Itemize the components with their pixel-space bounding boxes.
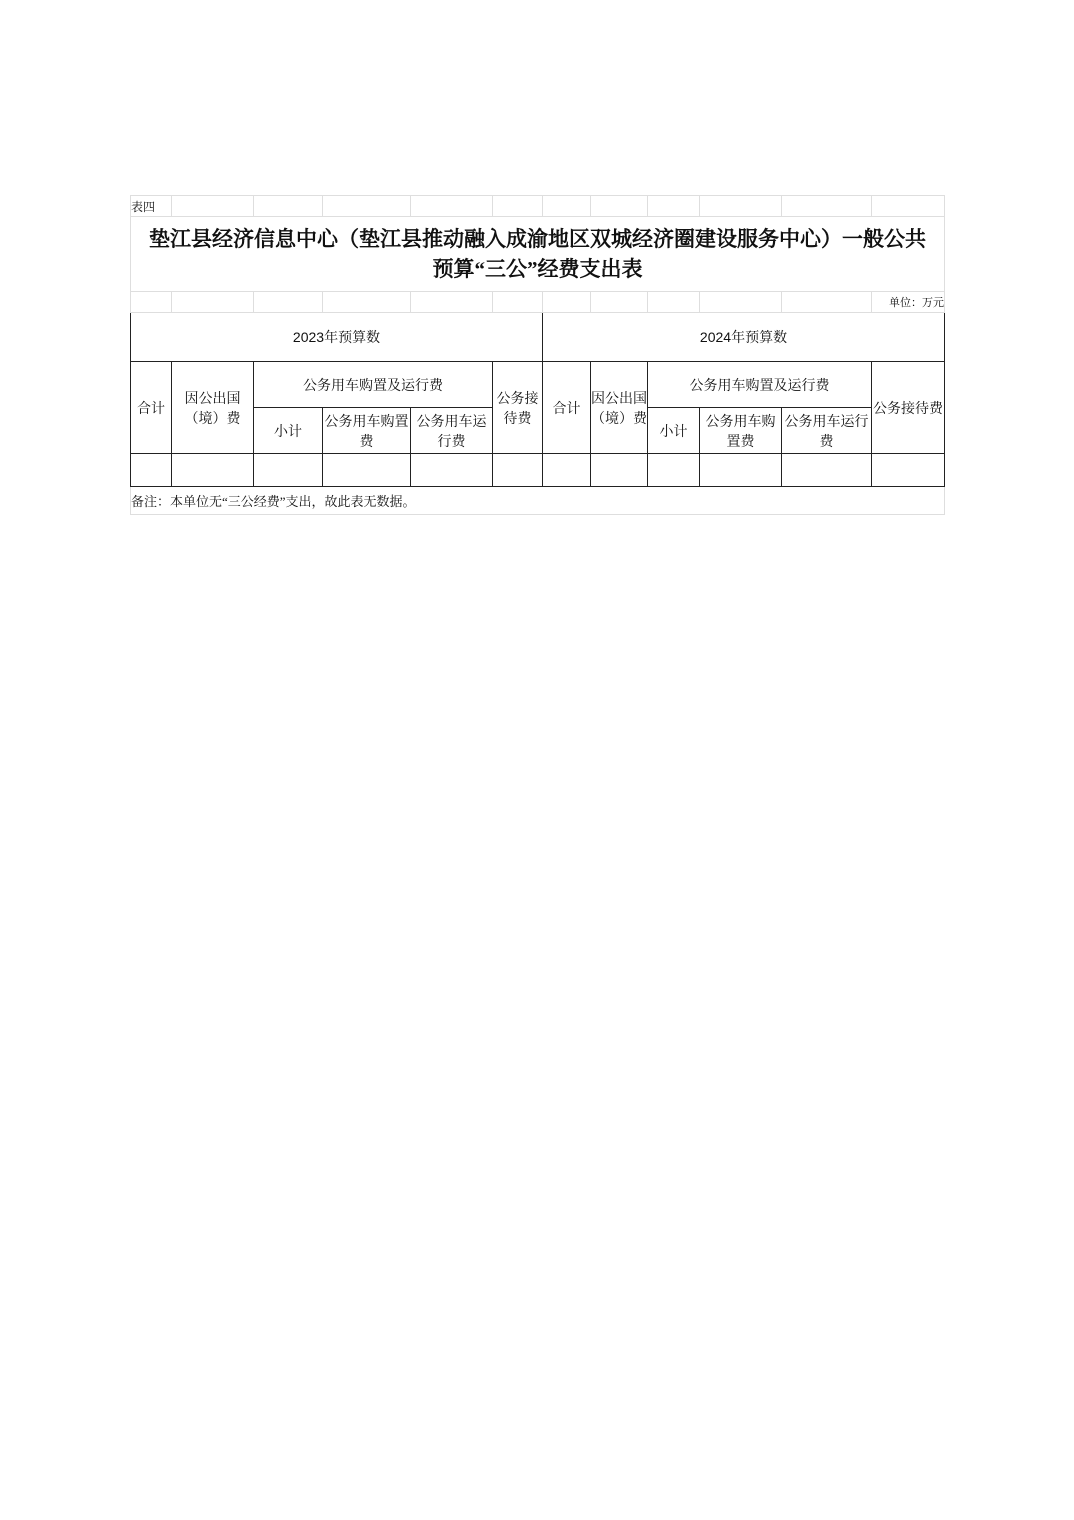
year-header-row xyxy=(131,313,945,362)
column-header-row-1 xyxy=(131,362,945,408)
col-vehicle-operation-2024: 公务用车运行费 xyxy=(782,408,872,454)
unit-label: 单位：万元 xyxy=(872,292,945,313)
col-subtotal-2023: 小计 xyxy=(254,408,323,454)
sheet-label: 表四 xyxy=(131,196,172,217)
title-line-1: 垫江县经济信息中心（垫江县推动融入成渝地区双城经济圈建设服务中心）一般公共 xyxy=(149,227,926,251)
col-abroad-2024: 因公出国（境）费 xyxy=(591,362,648,454)
table-cell xyxy=(591,454,648,487)
footnote: 备注：本单位无“三公经费”支出，故此表无数据。 xyxy=(131,487,945,515)
table-cell xyxy=(543,454,591,487)
col-vehicle-operation-2023: 公务用车运行费 xyxy=(411,408,493,454)
col-vehicle-purchase-2023: 公务用车购置费 xyxy=(323,408,411,454)
page-title xyxy=(131,217,945,292)
table-cell xyxy=(782,454,872,487)
table-cell xyxy=(700,454,782,487)
table-row xyxy=(131,454,945,487)
col-total-2024: 合计 xyxy=(543,362,591,454)
table-cell xyxy=(411,454,493,487)
title-row xyxy=(131,217,945,292)
col-reception-2023: 公务接待费 xyxy=(493,362,543,454)
table-cell xyxy=(323,454,411,487)
col-reception-2024: 公务接待费 xyxy=(872,362,945,454)
note-row xyxy=(131,487,945,515)
table-cell xyxy=(131,454,172,487)
table-cell xyxy=(254,454,323,487)
title-line-2: 预算“三公”经费支出表 xyxy=(432,257,643,281)
table-cell xyxy=(493,454,543,487)
col-vehicle-group-2023: 公务用车购置及运行费 xyxy=(254,362,493,408)
col-vehicle-group-2024: 公务用车购置及运行费 xyxy=(648,362,872,408)
col-vehicle-purchase-2024: 公务用车购置费 xyxy=(700,408,782,454)
three-public-expense-sheet xyxy=(130,195,945,515)
table-cell xyxy=(172,454,254,487)
col-subtotal-2024: 小计 xyxy=(648,408,700,454)
year-2023-header: 2023年预算数 xyxy=(131,313,543,362)
table-cell xyxy=(872,454,945,487)
sheet-label-row xyxy=(131,196,945,217)
col-abroad-2023: 因公出国（境）费 xyxy=(172,362,254,454)
col-total-2023: 合计 xyxy=(131,362,172,454)
table-cell xyxy=(648,454,700,487)
year-2024-header: 2024年预算数 xyxy=(543,313,945,362)
unit-row xyxy=(131,292,945,313)
